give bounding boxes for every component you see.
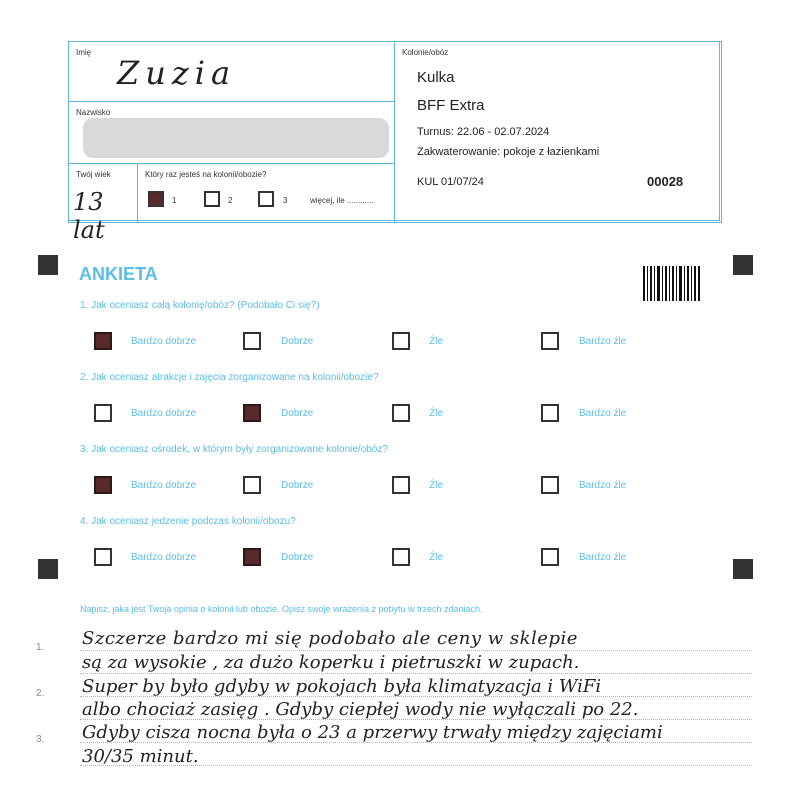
q4-zle-checkbox[interactable]	[392, 548, 410, 566]
surname-cell	[68, 101, 395, 164]
camp-cell	[394, 41, 722, 223]
q2-bardzo-dobrze-checkbox[interactable]	[94, 404, 112, 422]
q3-option-3: Źle	[429, 480, 443, 491]
line-number-3: 3.	[36, 734, 45, 745]
q2-bardzo-zle-checkbox[interactable]	[541, 404, 559, 422]
q1-bardzo-zle-checkbox[interactable]	[541, 332, 559, 350]
question-4: 4. Jak oceniasz jedzenie podczas kolonii/obozu?	[80, 516, 296, 527]
q4-option-2: Dobrze	[281, 552, 314, 563]
question-1: 1. Jak oceniasz całą kolonię/obóz? (Podobało Ci się?)	[80, 300, 320, 311]
answer-line-5: Gdyby cisza nocna była o 23 a przerwy trwały między zajęciami	[82, 722, 663, 743]
survey-title: ANKIETA	[79, 264, 158, 284]
q4-option-1: Bardzo dobrze	[131, 552, 197, 563]
q3-option-1: Bardzo dobrze	[131, 480, 197, 491]
line-number-1: 1.	[36, 642, 45, 653]
q3-option-4: Bardzo źle	[579, 480, 627, 491]
name-value: Zuzia	[117, 54, 237, 92]
registration-mark-bottom-left	[38, 559, 58, 579]
turnus: Turnus: 22.06 - 02.07.2024	[417, 126, 550, 138]
times-option-2: 2	[228, 196, 233, 205]
q1-option-4: Bardzo źle	[579, 336, 627, 347]
writing-line	[80, 650, 752, 651]
accommodation: Zakwaterowanie: pokoje z łazienkami	[417, 146, 600, 158]
q2-option-2: Dobrze	[281, 408, 314, 419]
form-number: 00028	[647, 174, 684, 189]
answer-line-6: 30/35 minut.	[82, 746, 199, 767]
barcode-icon	[643, 266, 700, 301]
redacted-surname	[83, 118, 389, 158]
times-option-3: 3	[283, 196, 288, 205]
q4-bardzo-dobrze-checkbox[interactable]	[94, 548, 112, 566]
opinion-prompt: Napisz, jaka jest Twoja opinia o kolonii lub obozie. Opisz swoje wrażenia z pobytu w trzech zdaniach.	[80, 604, 483, 614]
surname-label: Nazwisko	[76, 108, 111, 117]
q2-option-4: Bardzo źle	[579, 408, 627, 419]
q1-option-2: Dobrze	[281, 336, 314, 347]
q4-dobrze-checkbox[interactable]	[243, 548, 261, 566]
registration-mark-top-right	[733, 255, 753, 275]
age-label: Twój wiek	[76, 170, 111, 179]
camp-label: Kolonie/obóz	[402, 48, 449, 57]
answer-line-2: są za wysokie , za dużo koperku i pietruszki w zupach.	[82, 652, 580, 673]
q4-option-4: Bardzo źle	[579, 552, 627, 563]
camp-name: Kulka	[417, 69, 455, 86]
times-checkbox-3[interactable]	[258, 191, 274, 207]
q1-zle-checkbox[interactable]	[392, 332, 410, 350]
q3-dobrze-checkbox[interactable]	[243, 476, 261, 494]
writing-line	[80, 673, 752, 674]
header-box	[68, 41, 720, 244]
times-checkbox-2[interactable]	[204, 191, 220, 207]
answer-line-3: Super by było gdyby w pokojach była klimatyzacja i WiFi	[82, 676, 602, 697]
age-value: 13 lat	[73, 188, 105, 244]
q3-bardzo-dobrze-checkbox[interactable]	[94, 476, 112, 494]
age-cell	[68, 163, 138, 244]
q2-zle-checkbox[interactable]	[392, 404, 410, 422]
q1-bardzo-dobrze-checkbox[interactable]	[94, 332, 112, 350]
q4-bardzo-zle-checkbox[interactable]	[541, 548, 559, 566]
q2-option-3: Źle	[429, 408, 443, 419]
camp-code: KUL 01/07/24	[417, 176, 484, 188]
registration-mark-bottom-right	[733, 559, 753, 579]
times-label: Który raz jesteś na kolonii/obozie?	[145, 170, 267, 179]
name-cell	[68, 41, 395, 102]
question-3: 3. Jak oceniasz ośrodek, w którym były zorganizowane kolonie/obóz?	[80, 444, 388, 455]
q2-dobrze-checkbox[interactable]	[243, 404, 261, 422]
times-cell	[137, 163, 395, 223]
line-number-2: 2.	[36, 688, 45, 699]
q2-option-1: Bardzo dobrze	[131, 408, 197, 419]
q1-option-1: Bardzo dobrze	[131, 336, 197, 347]
answer-line-4: albo chociaż zasięg . Gdyby ciepłej wody nie wyłączali po 22.	[82, 699, 639, 720]
question-2: 2. Jak oceniasz atrakcje i zajęcia zorganizowane na kolonii/obozie?	[80, 372, 379, 383]
registration-mark-top-left	[38, 255, 58, 275]
answer-line-1: Szczerze bardzo mi się podobało ale ceny w sklepie	[82, 628, 578, 649]
times-checkbox-1[interactable]	[148, 191, 164, 207]
name-label: Imię	[76, 48, 92, 57]
times-option-1: 1	[172, 196, 177, 205]
q1-dobrze-checkbox[interactable]	[243, 332, 261, 350]
q3-zle-checkbox[interactable]	[392, 476, 410, 494]
q3-bardzo-zle-checkbox[interactable]	[541, 476, 559, 494]
camp-program: BFF Extra	[417, 97, 485, 114]
q3-option-2: Dobrze	[281, 480, 314, 491]
q1-option-3: Źle	[429, 336, 443, 347]
times-option-more: więcej, ile ............	[310, 196, 374, 205]
q4-option-3: Źle	[429, 552, 443, 563]
